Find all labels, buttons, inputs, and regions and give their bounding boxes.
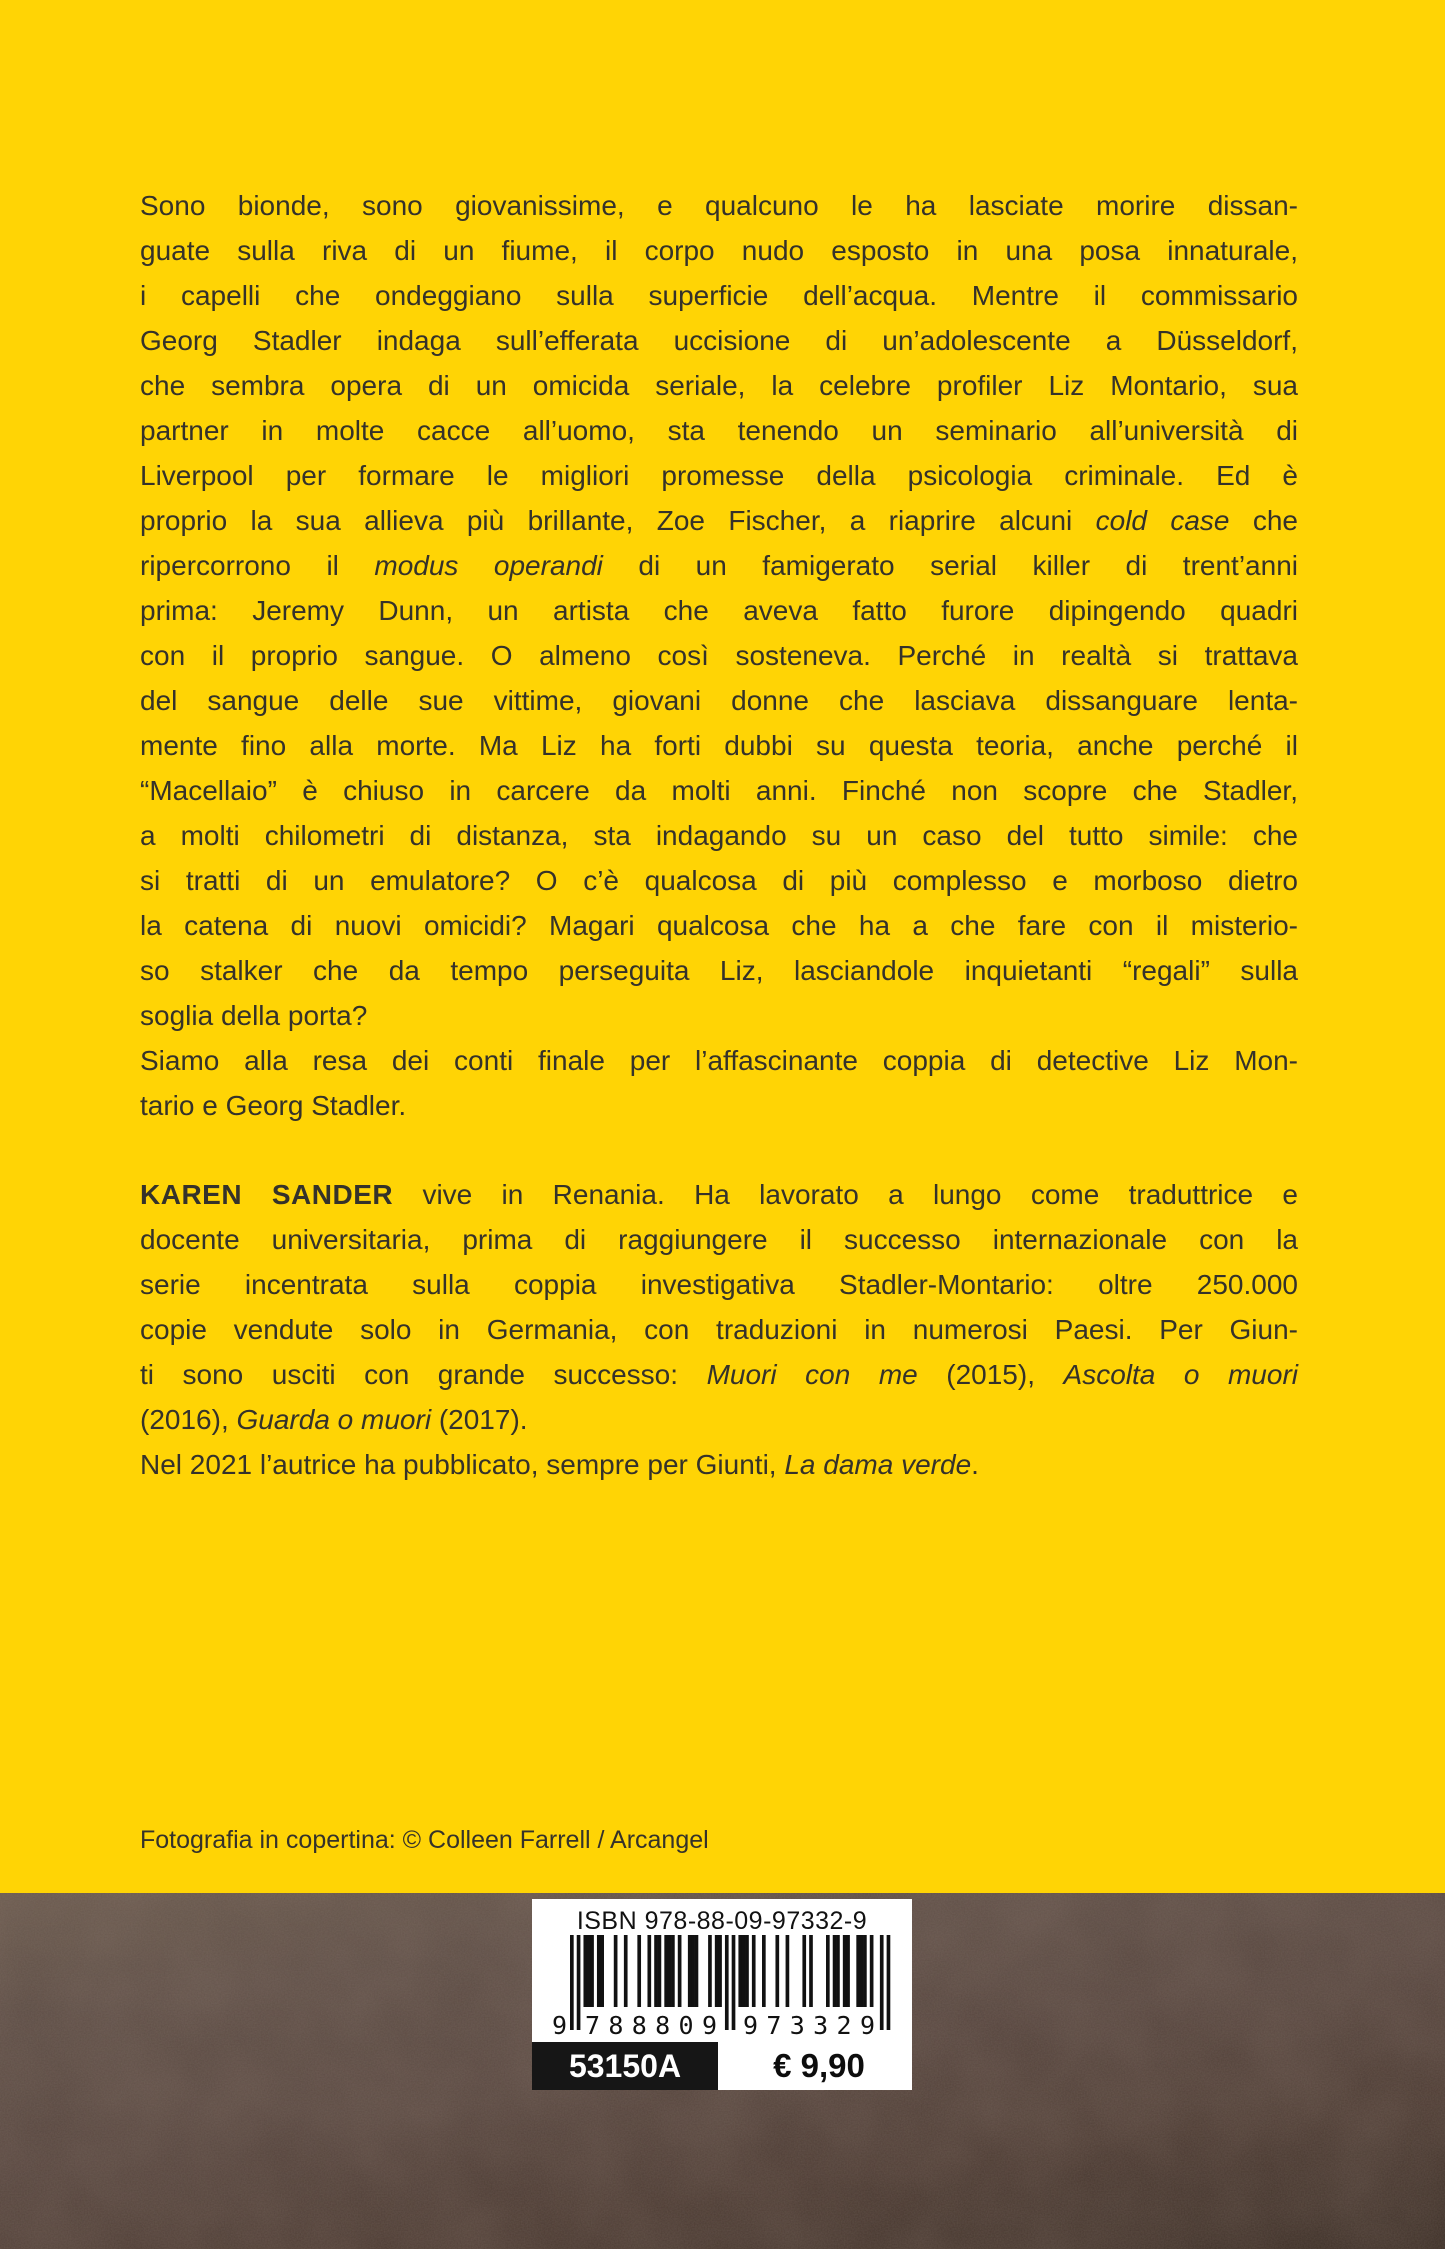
text-line: Georg Stadler indaga sull’efferata uccisione di un’adolescente a Düsseldorf, [140, 325, 1298, 356]
text-line: i capelli che ondeggiano sulla superficie dell’acqua. Mentre il commissario [140, 280, 1298, 311]
text-line: Liverpool per formare le migliori promesse della psicologia criminale. Ed è [140, 460, 1298, 491]
text-line: Siamo alla resa dei conti finale per l’affascinante coppia di detective Liz Mon- [140, 1045, 1298, 1076]
barcode-digits-group1: 788809 [585, 2011, 717, 2039]
text-line: la catena di nuovi omicidi? Magari qualcosa che ha a che fare con il misterio- [140, 910, 1298, 941]
text-line: serie incentrata sulla coppia investigativa Stadler-Montario: oltre 250.000 [140, 1269, 1298, 1300]
bottom-texture-panel [0, 1893, 1445, 2249]
ean13-barcode [552, 1935, 892, 2039]
text-line: Sono bionde, sono giovanissime, e qualcuno le ha lasciate morire dissan- [140, 190, 1298, 221]
text-line: so stalker che da tempo perseguita Liz, lasciandole inquietanti “regali” sulla [140, 955, 1298, 986]
text-line: ti sono usciti con grande successo: Muori con me (2015), Ascolta o muori [140, 1359, 1298, 1390]
barcode-digit-left: 9 [552, 2011, 567, 2039]
text-line: con il proprio sangue. O almeno così sosteneva. Perché in realtà si trattava [140, 640, 1298, 671]
barcode-digits-group2: 973329 [743, 2011, 875, 2039]
text-line: a molti chilometri di distanza, sta indagando su un caso del tutto simile: che [140, 820, 1298, 851]
text-line: tario e Georg Stadler. [140, 1090, 407, 1121]
text-line: (2016), Guarda o muori (2017). [140, 1404, 528, 1435]
text-line: KAREN SANDER vive in Renania. Ha lavorato a lungo come traduttrice e [140, 1179, 1298, 1210]
text-line: proprio la sua allieva più brillante, Zoe Fischer, a riaprire alcuni cold case che [140, 505, 1298, 536]
text-line: docente universitaria, prima di raggiungere il successo internazionale con la [140, 1224, 1298, 1255]
author-bio-text [140, 1172, 1298, 1487]
text-line: soglia della porta? [140, 1000, 368, 1031]
text-line: Nel 2021 l’autrice ha pubblicato, sempre per Giunti, La dama verde. [140, 1449, 979, 1480]
text-line: del sangue delle sue vittime, giovani donne che lasciava dissanguare lenta- [140, 685, 1298, 716]
cover-photo-credit: Fotografia in copertina: © Colleen Farrell / Arcangel [140, 1826, 709, 1854]
isbn-label [532, 1899, 912, 2090]
synopsis-text [140, 183, 1298, 1128]
price-badge: € 9,90 [726, 2042, 912, 2090]
text-line: partner in molte cacce all’uomo, sta tenendo un seminario all’università di [140, 415, 1298, 446]
text-line: copie vendute solo in Germania, con traduzioni in numerosi Paesi. Per Giun- [140, 1314, 1298, 1345]
text-line: guate sulla riva di un fiume, il corpo nudo esposto in una posa innaturale, [140, 235, 1298, 266]
text-line: ripercorrono il modus operandi di un famigerato serial killer di trent’anni [140, 550, 1298, 581]
text-line: prima: Jeremy Dunn, un artista che aveva fatto furore dipingendo quadri [140, 595, 1298, 626]
text-line: mente fino alla morte. Ma Liz ha forti dubbi su questa teoria, anche perché il [140, 730, 1298, 761]
text-line: si tratti di un emulatore? O c’è qualcosa di più complesso e morboso dietro [140, 865, 1298, 896]
isbn-number: ISBN 978-88-09-97332-9 [576, 1907, 868, 1935]
text-line: che sembra opera di un omicida seriale, la celebre profiler Liz Montario, sua [140, 370, 1298, 401]
text-line: “Macellaio” è chiuso in carcere da molti anni. Finché non scopre che Stadler, [140, 775, 1298, 806]
edition-code-badge: 53150A [532, 2042, 718, 2090]
